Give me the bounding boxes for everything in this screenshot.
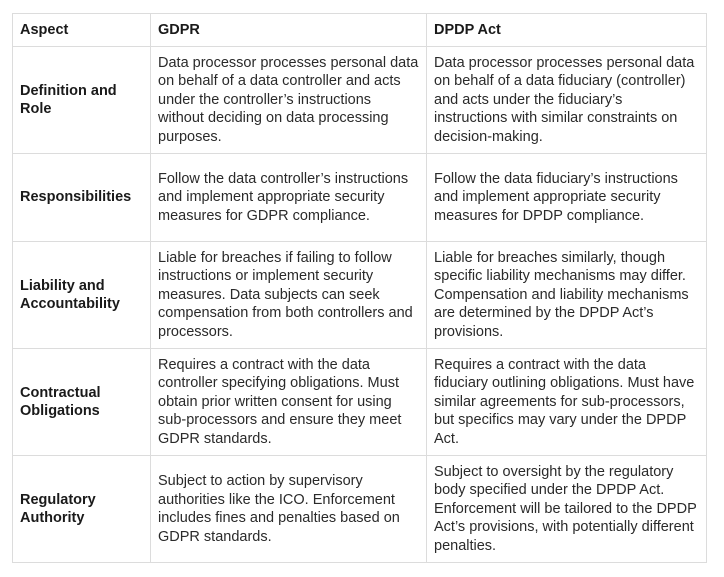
- header-dpdp: DPDP Act: [427, 14, 707, 47]
- row-aspect: Responsibilities: [13, 154, 151, 242]
- row-aspect: Liability and Accountability: [13, 242, 151, 349]
- table-row: [13, 242, 707, 349]
- row-aspect: Definition and Role: [13, 47, 151, 154]
- row-dpdp: Requires a contract with the data fiduciary outlining obligations. Must have similar agreements for sub-processors, but specifics may vary under the DPDP Act.: [427, 349, 707, 456]
- table-row: [13, 47, 707, 154]
- row-gdpr: Subject to action by supervisory authorities like the ICO. Enforcement includes fines and penalties based on GDPR standards.: [151, 456, 427, 563]
- table-row: [13, 456, 707, 563]
- row-gdpr: Requires a contract with the data controller specifying obligations. Must obtain prior written consent for using sub-processors and ensure they meet GDPR standards.: [151, 349, 427, 456]
- table-row: [13, 349, 707, 456]
- row-aspect: Contractual Obligations: [13, 349, 151, 456]
- row-dpdp: Subject to oversight by the regulatory body specified under the DPDP Act. Enforcement will be tailored to the DPDP Act’s provisions, with potentially different penalties.: [427, 456, 707, 563]
- comparison-table: [12, 13, 707, 563]
- row-dpdp: Liable for breaches similarly, though specific liability mechanisms may differ. Compensation and liability mechanisms are determined by the DPDP Act’s provisions.: [427, 242, 707, 349]
- row-dpdp: Data processor processes personal data on behalf of a data fiduciary (controller) and acts under the fiduciary’s instructions with similar constraints on decision-making.: [427, 47, 707, 154]
- comparison-table-container: [12, 13, 706, 563]
- header-aspect: Aspect: [13, 14, 151, 47]
- table-row: [13, 154, 707, 242]
- row-aspect: Regulatory Authority: [13, 456, 151, 563]
- row-gdpr: Liable for breaches if failing to follow instructions or implement security measures. Data subjects can seek compensation from both controllers and processors.: [151, 242, 427, 349]
- header-gdpr: GDPR: [151, 14, 427, 47]
- row-dpdp: Follow the data fiduciary’s instructions and implement appropriate security measures for DPDP compliance.: [427, 154, 707, 242]
- row-gdpr: Data processor processes personal data on behalf of a data controller and acts under the controller’s instructions without deciding on data processing purposes.: [151, 47, 427, 154]
- table-header-row: [13, 14, 707, 47]
- row-gdpr: Follow the data controller’s instructions and implement appropriate security measures for GDPR compliance.: [151, 154, 427, 242]
